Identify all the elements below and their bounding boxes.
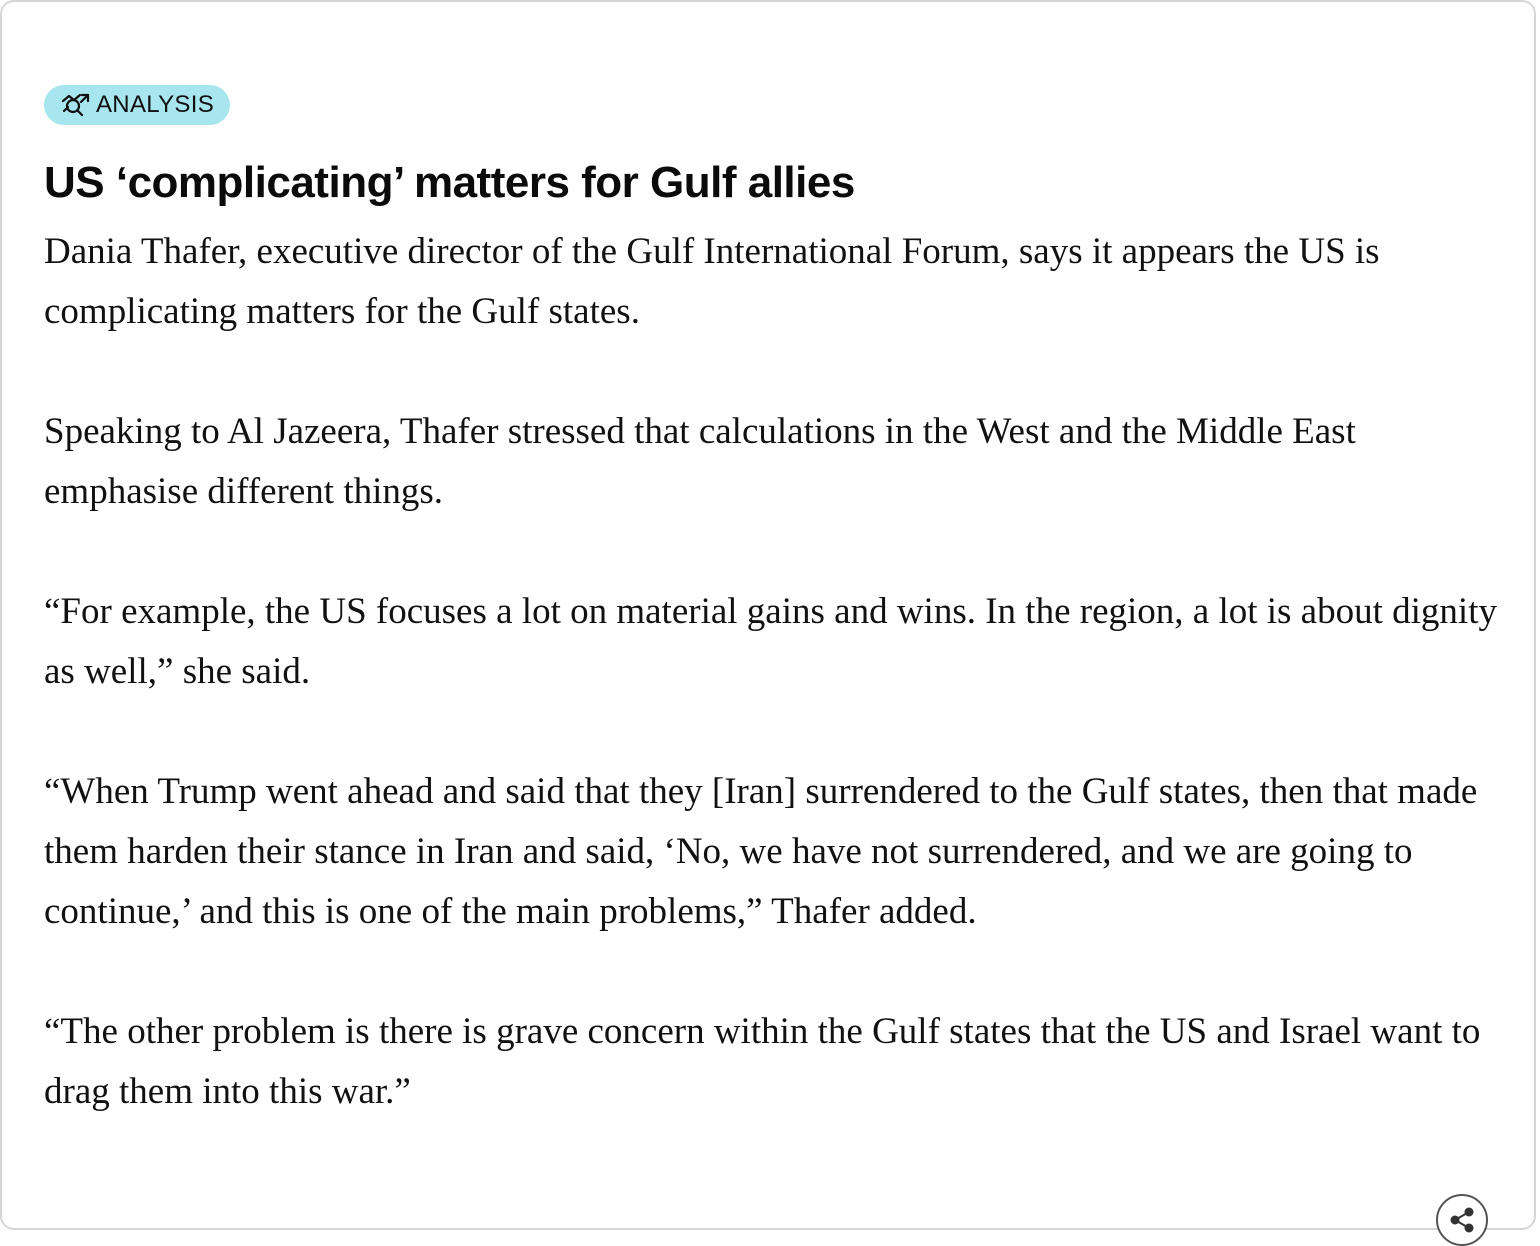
- paragraph: “The other problem is there is grave concern within the Gulf states that the US and Israel want to drag them into this war.”: [44, 1011, 1481, 1112]
- analysis-badge: [44, 85, 230, 125]
- paragraph: “When Trump went ahead and said that they [Iran] surrendered to the Gulf states, then that made them harden their stance in Iran and said, ‘No, we have not surrendered, and we are going to continue,’ and this is one of the main problems,” Thafer added.: [44, 771, 1478, 932]
- paragraph: Dania Thafer, executive director of the Gulf International Forum, says it appears the US is complicating matters for the Gulf states.: [44, 231, 1380, 332]
- post-title: US ‘complicating’ matters for Gulf allies: [44, 158, 855, 207]
- share-icon: [1447, 1204, 1477, 1239]
- analysis-icon: [60, 91, 92, 119]
- badge-label: ANALYSIS: [96, 91, 215, 118]
- paragraph: “For example, the US focuses a lot on material gains and wins. In the region, a lot is about dignity as well,” she said.: [44, 591, 1497, 692]
- share-button[interactable]: [1436, 1194, 1488, 1246]
- post-body: [44, 222, 1514, 1182]
- paragraph: Speaking to Al Jazeera, Thafer stressed that calculations in the West and the Middle East emphasise different things.: [44, 411, 1356, 512]
